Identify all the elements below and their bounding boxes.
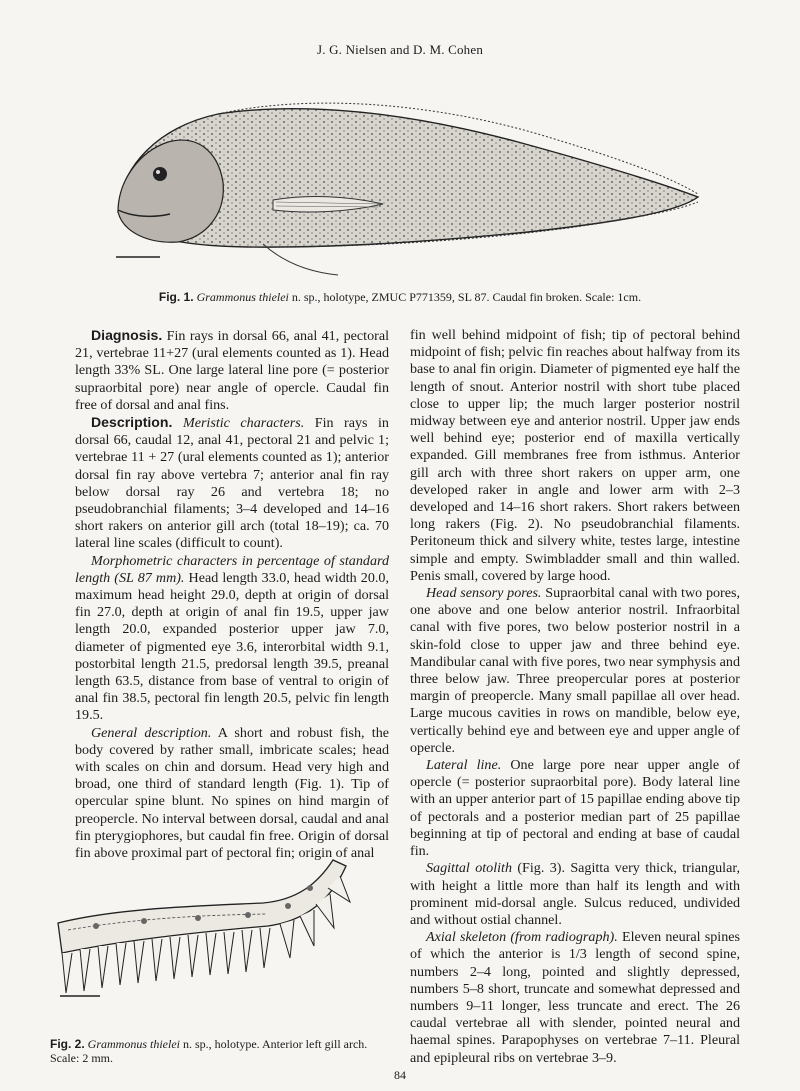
otolith-text: (Fig. 3). Sagitta very thick, triangular, with height a little more than half its length and with prominent mid-dorsal angle. Sulcus reduced, undivided and without ostial channel.: [410, 860, 740, 928]
morphometric-text: Head length 33.0, head width 20.0, maximum head height 29.0, depth at origin of dorsal fin 27.0, depth at origin of anal fin 19.5, upper jaw length 20.0, expanded posterior upper jaw 7.0, diameter of pigmented eye 3.6, interorbital width 9.1, postorbital length 21.5, predorsal length 39.5, preanal length 63.5, distance from base of ventral to origin of anal fin 38.5, pectoral fin length 20.5, pelvic fin length 19.5.: [75, 569, 389, 724]
figure2-species: Grammonus thielei: [87, 1037, 180, 1051]
general-heading: General description.: [91, 724, 212, 741]
meristic-heading: Meristic characters.: [172, 415, 305, 432]
axial-heading: Axial skeleton (from radiograph).: [426, 929, 618, 946]
figure1-species: Grammonus thielei: [196, 290, 289, 304]
figure2-label: Fig. 2.: [50, 1037, 85, 1051]
lateral-heading: Lateral line.: [426, 757, 502, 774]
left-column: [75, 327, 389, 862]
otolith-paragraph: [410, 860, 740, 929]
axial-text: Eleven neural spines of which the anterior is 1/3 length of second spine, numbers 2–4 long, pointed and slightly depressed, numbers 5–8 short, truncate and somewhat depressed and numbers 9–11 longer, less truncate and erect. The 26 caudal vertebrae all with slender, pointed neural and haemal spines. Parapophyses on vertebrae 7–11. Pleural and epipleural ribs on vertebrae 3–9.: [410, 929, 740, 1066]
general-text: A short and robust fish, the body covered by rather small, imbricate scales; head with scales on chin and dorsum. Head very high and broad, one third of standard length (Fig. 1). Tip of opercular spine blunt. No spines on hind margin of preopercle. No interval between dorsal, caudal and anal fin pterygiophores, but caudal fin free. Origin of dorsal fin above proximal part of pectoral fin; origin of anal: [75, 724, 389, 862]
diagnosis-text: Fin rays in dorsal 66, anal 41, pectoral 21, vertebrae 11+27 (ural elements counted as 1). Head length 33% SL. One large lateral line pore (= posterior supraorbital pore) near angle of opercle. Caudal fin free of dorsal and anal fins.: [75, 328, 389, 413]
gill-arch-illustration: [48, 848, 388, 1028]
description-heading: Description.: [91, 414, 173, 431]
meristic-text: Fin rays in dorsal 66, caudal 12, anal 41, pectoral 21 and pelvic 1; vertebrae 11 + 27 (ural elements counted as 1); anterior dorsal fin ray above vertebra 7; anterior anal fin ray below dorsal ray 26 and vertebra 18; no pseudobranchial filaments; 3–4 developed and 14–16 short rakers on anterior gill arch (total 18–19); ca. 70 lateral line scales (difficult to count).: [75, 415, 389, 552]
axial-skeleton-paragraph: [410, 929, 740, 1067]
figure1-caption: [0, 290, 800, 305]
head-pores-paragraph: [410, 585, 740, 757]
figure1-rest: n. sp., holotype, ZMUC P771359, SL 87. Caudal fin broken. Scale: 1cm.: [288, 290, 642, 304]
fish-illustration: [98, 72, 708, 290]
otolith-heading: Sagittal otolith: [426, 860, 512, 877]
figure2-caption: [50, 1037, 390, 1065]
lateral-line-paragraph: [410, 757, 740, 860]
page-number: 84: [394, 1068, 406, 1082]
continued-paragraph: fin well behind midpoint of fish; tip of pectoral behind midpoint of fish; pelvic fin reaches about halfway from its base to anal fin origin. Diameter of pigmented eye half the length of snout. Anterior nostril with short tube placed close to upper lip; the much larger posterior nostril midway between eye and anterior nostril. Upper jaw ends well behind eye; posterior end of maxilla vertically expanded. Gill membranes free from isthmus. Anterior gill arch with three short rakers on upper arm, one developed raker in angle and lower arm with 2–3 developed and 14–16 short rakers. Short rakers between long rakers (Fig. 2). No pseudobranchial filaments. Peritoneum thick and silvery white, testes large, intestine simple and empty. Swimbladder small and thin walled. Penis small, covered by large hood.: [410, 327, 740, 584]
diagnosis-heading: Diagnosis.: [91, 327, 163, 343]
description-paragraph: [75, 414, 389, 553]
morphometric-heading: Morphometric characters in percentage of standard length (SL 87 mm).: [75, 552, 389, 586]
lateral-text: One large pore near upper angle of opercle (= posterior supraorbital pore). Body lateral line with an upper anterior part of 15 papillae ending above tip of pectorals and a posterior median part of 25 papillae beginning at tip of pectoral and ending at base of caudal fin.: [410, 757, 740, 860]
morphometric-paragraph: [75, 553, 389, 725]
head-pores-text: Supraorbital canal with two pores, one above and one below anterior nostril. Infraorbital canal with five pores, two below posterior nostril in a skin-fold close to upper jaw and three behind eye. Mandibular canal with five pores, two near symphysis and three below jaw. Three preopercular pores at posterior margin of preopercle. Many small papillae all over head. Large mucous cavities in rows on mandible, below eye, vertically behind eye and between eye and upper angle of opercle.: [410, 585, 741, 756]
figure2-rest: n. sp., holotype. Anterior left gill arch. Scale: 2 mm.: [50, 1037, 368, 1065]
head-pores-heading: Head sensory pores.: [426, 585, 542, 602]
running-head: J. G. Nielsen and D. M. Cohen: [316, 42, 484, 57]
general-description-paragraph: [75, 725, 389, 863]
figure1-label: Fig. 1.: [158, 290, 194, 304]
right-column: [410, 327, 740, 1067]
diagnosis-paragraph: [75, 327, 389, 414]
